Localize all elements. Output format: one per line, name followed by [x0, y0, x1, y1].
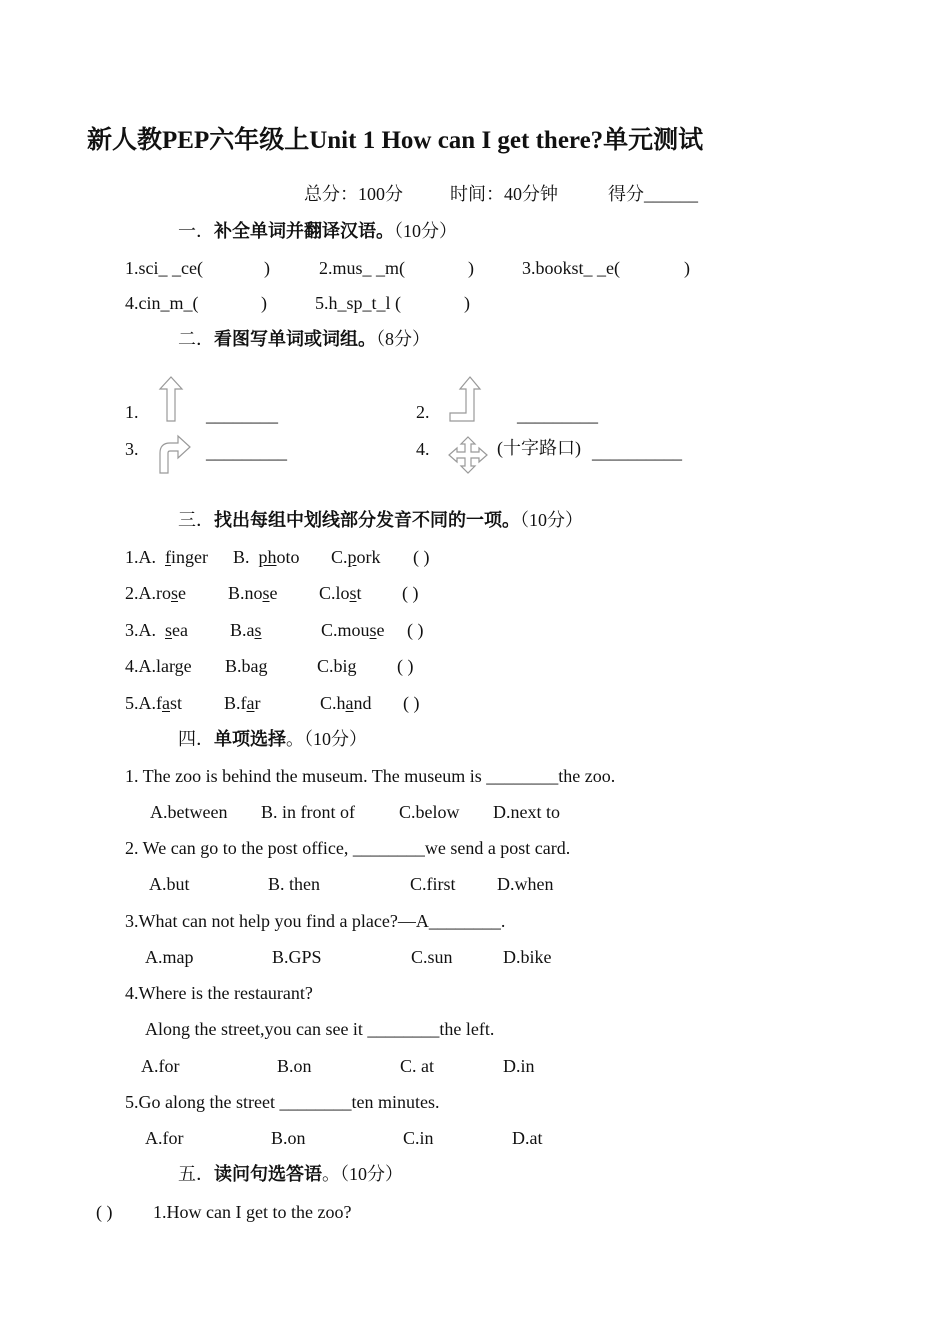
close-paren: ) — [464, 293, 470, 313]
answer-paren: ( ) — [96, 1202, 113, 1222]
option: A.map — [145, 947, 194, 967]
close-paren: ) — [264, 258, 270, 278]
phonics-option: B.far — [224, 693, 261, 713]
word-item: 5.h_sp_t_l ( — [315, 293, 402, 313]
word-item: 3.bookst_ _e( — [522, 258, 620, 278]
close-paren: ) — [468, 258, 474, 278]
option: D.bike — [503, 947, 552, 967]
phonics-option: B.bag — [225, 656, 268, 676]
section-1-heading — [178, 220, 457, 242]
phonics-option: 5.A.fast — [125, 693, 183, 713]
section-number: 一． — [178, 221, 214, 241]
option: A.between — [150, 802, 228, 822]
word-item: 4.cin_m_( — [125, 293, 199, 313]
turn-right-arrow-icon — [156, 433, 192, 475]
section-points: 。（10分） — [322, 1164, 403, 1184]
picture-label-3: 3. — [125, 439, 139, 459]
close-paren: ) — [261, 293, 267, 313]
option: B. then — [268, 874, 320, 894]
section-3-heading — [178, 509, 583, 531]
crossroads-icon — [448, 436, 488, 474]
section-number: 五． — [178, 1164, 214, 1184]
section-number: 四． — [178, 729, 214, 749]
answer-blank-1: ________ — [206, 405, 278, 425]
section-points: （10分） — [520, 510, 583, 530]
phonics-option: B.nose — [228, 583, 278, 603]
option: D.next to — [493, 802, 560, 822]
answer-blank-4: __________ — [592, 442, 682, 462]
option: C.in — [403, 1128, 434, 1148]
section-title: 单项选择 — [214, 729, 286, 749]
option: D.at — [512, 1128, 543, 1148]
score-obtained: 得分______ — [608, 184, 698, 204]
option: B.on — [271, 1128, 306, 1148]
option: A.for — [141, 1056, 180, 1076]
phonics-option: C.lost — [319, 583, 362, 603]
question-2: 2. We can go to the post office, ________we send a post card. — [125, 838, 571, 858]
answer-paren: ( ) — [413, 547, 430, 567]
section-title: 看图写单词或词组。 — [214, 329, 376, 349]
page-title: 新人教PEP六年级上Unit 1 How can I get there?单元测试 — [87, 127, 704, 154]
section-title: 补全单词并翻译汉语。 — [214, 221, 394, 241]
phonics-option: 1.A. finger — [125, 547, 208, 567]
option: B.GPS — [272, 947, 322, 967]
answer-paren: ( ) — [407, 620, 424, 640]
word-item: 2.mus_ _m( — [319, 258, 406, 278]
section-2-heading — [178, 328, 430, 350]
question-1: 1. The zoo is behind the museum. The museum is ________the zoo. — [125, 766, 616, 786]
option: C.first — [410, 874, 456, 894]
picture-label-4: 4. — [416, 439, 430, 459]
question-3: 3.What can not help you find a place?—A________. — [125, 911, 506, 931]
option: D.in — [503, 1056, 535, 1076]
section-points: （8分） — [376, 329, 430, 349]
answer-paren: ( ) — [397, 656, 414, 676]
option: A.for — [145, 1128, 184, 1148]
word-item: 1.sci_ _ce( — [125, 258, 203, 278]
answer-paren: ( ) — [402, 583, 419, 603]
phonics-option: C.pork — [331, 547, 381, 567]
close-paren: ) — [684, 258, 690, 278]
answer-blank-3: _________ — [206, 442, 287, 462]
phonics-option: 3.A. sea — [125, 620, 188, 640]
answer-blank-2: _________ — [517, 405, 598, 425]
option: C.below — [399, 802, 460, 822]
question-4: 4.Where is the restaurant? — [125, 983, 313, 1003]
option: C.sun — [411, 947, 453, 967]
option: D.when — [497, 874, 554, 894]
section-points: （10分） — [394, 221, 457, 241]
phonics-option: C.big — [317, 656, 357, 676]
option: C. at — [400, 1056, 434, 1076]
option: B. in front of — [261, 802, 355, 822]
total-score: 总分：100分 — [304, 184, 403, 204]
phonics-option: B. photo — [233, 547, 300, 567]
phonics-option: 4.A.large — [125, 656, 192, 676]
phonics-option: B.as — [230, 620, 262, 640]
section-points: 。（10分） — [286, 729, 367, 749]
turn-left-arrow-icon — [448, 375, 482, 423]
section-title: 读问句选答语 — [214, 1164, 322, 1184]
section-number: 二． — [178, 329, 214, 349]
option: A.but — [149, 874, 190, 894]
section-number: 三． — [178, 510, 214, 530]
picture-label-1: 1. — [125, 402, 139, 422]
section-4-heading — [178, 728, 367, 750]
phonics-option: 2.A.rose — [125, 583, 187, 603]
picture-label-2: 2. — [416, 402, 430, 422]
straight-arrow-icon — [158, 375, 184, 423]
section-5-heading — [178, 1163, 403, 1185]
section-title: 找出每组中划线部分发音不同的一项。 — [214, 510, 520, 530]
question-5: 5.Go along the street ________ten minutes. — [125, 1092, 440, 1112]
crossroads-hint: (十字路口) — [497, 438, 581, 458]
option: B.on — [277, 1056, 312, 1076]
time-limit: 时间：40分钟 — [450, 184, 558, 204]
question-4-sentence: Along the street,you can see it ________the left. — [145, 1019, 495, 1039]
answer-paren: ( ) — [403, 693, 420, 713]
phonics-option: C.hand — [320, 693, 372, 713]
question-1: 1.How can I get to the zoo? — [153, 1202, 352, 1222]
phonics-option: C.mouse — [321, 620, 385, 640]
